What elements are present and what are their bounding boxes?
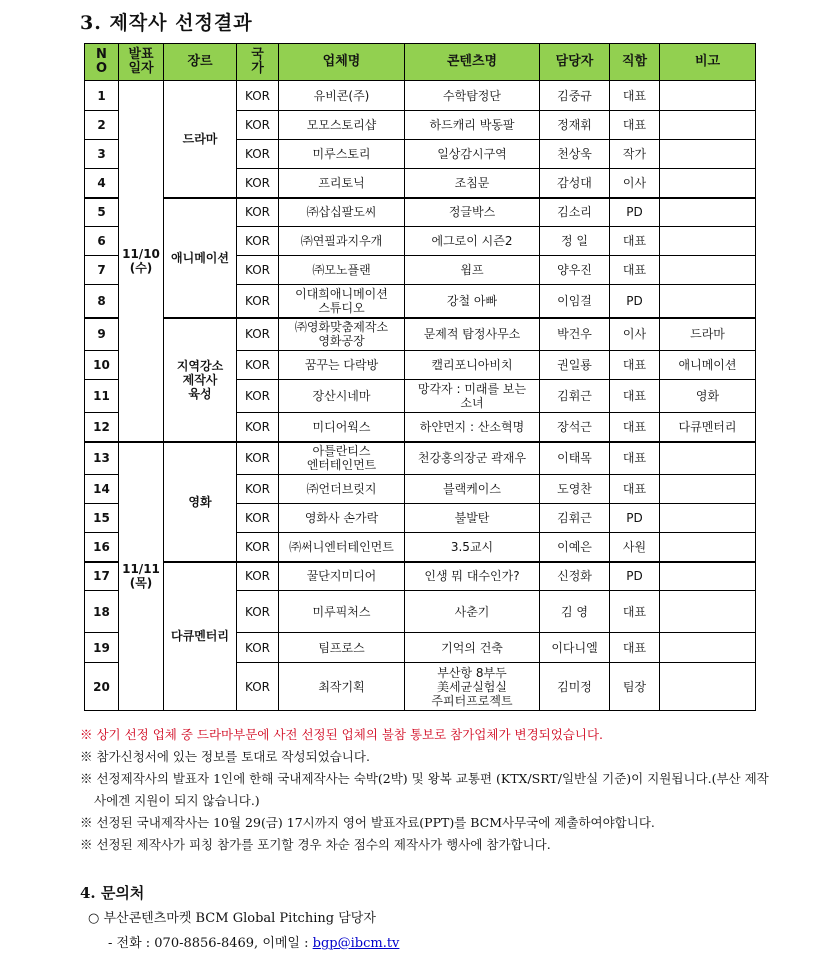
header-company: 업체명 [279,44,405,81]
row-country: KOR [237,533,279,562]
row-note [660,562,756,591]
row-note [660,663,756,711]
row-no: 6 [85,227,119,256]
row-manager: 김미정 [540,663,610,711]
row-note [660,198,756,227]
row-content: 망각자 : 미래를 보는 소녀 [405,380,540,413]
row-no: 2 [85,111,119,140]
row-no: 16 [85,533,119,562]
section-title-selection-results: 3. 제작사 선정결과 [80,12,253,34]
contact-email-link[interactable]: bgp@ibcm.tv [312,936,400,951]
row-manager: 이예은 [540,533,610,562]
row-country: KOR [237,475,279,504]
table-row [85,442,756,475]
row-title: 대표 [610,413,660,442]
row-manager: 도영찬 [540,475,610,504]
row-country: KOR [237,591,279,633]
genre-drama: 드라마 [164,81,237,198]
row-manager: 이다니엘 [540,633,610,663]
row-company: ㈜써니엔터테인먼트 [279,533,405,562]
header-genre: 장르 [164,44,237,81]
row-manager: 김 영 [540,591,610,633]
row-no: 13 [85,442,119,475]
row-company: 꿈꾸는 다락방 [279,351,405,380]
table-row [85,81,756,111]
row-note [660,533,756,562]
row-title: 사원 [610,533,660,562]
row-company: 프리토닉 [279,169,405,198]
row-manager: 양우진 [540,256,610,285]
row-content: 수학탐정단 [405,81,540,111]
row-no: 10 [85,351,119,380]
row-title: 대표 [610,442,660,475]
row-note: 영화 [660,380,756,413]
row-title: 팀장 [610,663,660,711]
row-title: 대표 [610,351,660,380]
row-note [660,442,756,475]
row-no: 4 [85,169,119,198]
row-title: 대표 [610,591,660,633]
date-cell-1111: 11/11 (목) [119,442,164,711]
row-manager: 이임걸 [540,285,610,318]
row-company: 팀프로스 [279,633,405,663]
row-country: KOR [237,256,279,285]
row-note [660,504,756,533]
row-country: KOR [237,111,279,140]
table-row [85,562,756,591]
row-content: 강철 아빠 [405,285,540,318]
row-content: 캘리포니아비치 [405,351,540,380]
row-note [660,227,756,256]
row-no: 8 [85,285,119,318]
row-content: 블랙케이스 [405,475,540,504]
header-manager: 담당자 [540,44,610,81]
header-content: 콘텐츠명 [405,44,540,81]
row-manager: 천상욱 [540,140,610,169]
row-manager: 정 일 [540,227,610,256]
row-title: 이사 [610,318,660,351]
row-country: KOR [237,504,279,533]
row-content: 일상감시구역 [405,140,540,169]
row-country: KOR [237,285,279,318]
contact-phone: - 전화 : 070-8856-8469, 이메일 : [108,936,313,951]
genre-regional: 지역강소 제작사 육성 [164,318,237,442]
row-country: KOR [237,227,279,256]
row-no: 1 [85,81,119,111]
row-country: KOR [237,413,279,442]
header-title: 직함 [610,44,660,81]
row-manager: 감성대 [540,169,610,198]
row-country: KOR [237,169,279,198]
row-note: 다큐멘터리 [660,413,756,442]
row-no: 15 [85,504,119,533]
row-manager: 김소리 [540,198,610,227]
row-no: 3 [85,140,119,169]
row-no: 14 [85,475,119,504]
header-country: 국 가 [237,44,279,81]
row-note: 드라마 [660,318,756,351]
row-no: 17 [85,562,119,591]
note-participant-change: ※ 상기 선정 업체 중 드라마부문에 사전 선정된 업체의 불참 통보로 참가업체가 변경되었습니다. [80,727,604,742]
row-content: 불발탄 [405,504,540,533]
row-content: 하얀먼지 : 산소혁명 [405,413,540,442]
table-row [85,198,756,227]
row-title: PD [610,562,660,591]
row-company: 미루픽처스 [279,591,405,633]
row-title: 대표 [610,111,660,140]
row-manager: 이태목 [540,442,610,475]
row-manager: 박건우 [540,318,610,351]
row-manager: 장석근 [540,413,610,442]
row-country: KOR [237,633,279,663]
row-note [660,633,756,663]
row-no: 9 [85,318,119,351]
row-company: 아틀란티스 엔터테인먼트 [279,442,405,475]
row-content: 윔프 [405,256,540,285]
row-title: PD [610,504,660,533]
row-country: KOR [237,562,279,591]
note-ppt-deadline: ※ 선정된 국내제작사는 10월 29(금) 17시까지 영어 발표자료(PPT)를 BCM사무국에 제출하여야합니다. [80,815,655,830]
row-title: PD [610,285,660,318]
row-title: 대표 [610,227,660,256]
contact-section-title: 4. 문의처 [80,884,145,902]
row-country: KOR [237,318,279,351]
contact-phone-email-line [108,932,399,951]
row-title: 작가 [610,140,660,169]
row-note [660,111,756,140]
table-row [85,318,756,351]
row-note [660,475,756,504]
row-no: 19 [85,633,119,663]
row-country: KOR [237,140,279,169]
row-note [660,256,756,285]
row-content: 인생 뭐 대수인가? [405,562,540,591]
row-manager: 정재휘 [540,111,610,140]
row-title: 대표 [610,81,660,111]
row-company: 유비콘(주) [279,81,405,111]
row-title: 대표 [610,633,660,663]
header-no: N O [85,44,119,81]
row-company: 최작기획 [279,663,405,711]
row-no: 5 [85,198,119,227]
row-company: ㈜삽십팔도씨 [279,198,405,227]
row-title: 대표 [610,256,660,285]
row-content: 사춘기 [405,591,540,633]
row-note [660,140,756,169]
row-title: 이사 [610,169,660,198]
contact-person-line: ○ 부산콘텐츠마켓 BCM Global Pitching 담당자 [88,911,376,926]
header-note: 비고 [660,44,756,81]
row-title: 대표 [610,475,660,504]
header-date: 발표 일자 [119,44,164,81]
row-country: KOR [237,663,279,711]
row-country: KOR [237,81,279,111]
row-no: 12 [85,413,119,442]
note-travel-support: ※ 선정제작사의 발표자 1인에 한해 국내제작사는 숙박(2박) 및 왕복 교통편 (KTX/SRT/일반실 기준)이 지원됩니다.(부산 제작사에겐 지원이 되지 않습니다.) [80,771,769,808]
row-country: KOR [237,351,279,380]
row-company: ㈜모노플랜 [279,256,405,285]
date-cell-1110: 11/10 (수) [119,81,164,442]
row-content: 부산항 8부두 美세균실험실 주피터프로젝트 [405,663,540,711]
row-no: 20 [85,663,119,711]
notes-block [80,724,780,856]
row-title: 대표 [610,380,660,413]
row-company: ㈜언더브릿지 [279,475,405,504]
genre-film: 영화 [164,442,237,562]
table-header-row [85,44,756,81]
row-note [660,285,756,318]
note-source-info: ※ 참가신청서에 있는 정보를 토대로 작성되었습니다. [80,749,370,764]
row-manager: 김중규 [540,81,610,111]
row-content: 천강홍의장군 곽재우 [405,442,540,475]
row-manager: 김휘근 [540,504,610,533]
row-note [660,81,756,111]
row-company: 모모스토리샵 [279,111,405,140]
row-company: 장산시네마 [279,380,405,413]
row-note [660,169,756,198]
row-company: ㈜영화맞춤제작소 영화공장 [279,318,405,351]
note-replacement-policy: ※ 선정된 제작사가 피칭 참가를 포기할 경우 차순 점수의 제작사가 행사에 참가합니다. [80,837,551,852]
row-content: 문제적 탐정사무소 [405,318,540,351]
row-content: 기억의 건축 [405,633,540,663]
row-note: 애니메이션 [660,351,756,380]
row-company: 미루스토리 [279,140,405,169]
row-company: ㈜연필과지우개 [279,227,405,256]
row-note [660,591,756,633]
row-country: KOR [237,380,279,413]
row-manager: 신정화 [540,562,610,591]
row-content: 에그로이 시즌2 [405,227,540,256]
genre-documentary: 다큐멘터리 [164,562,237,711]
row-no: 11 [85,380,119,413]
row-no: 18 [85,591,119,633]
row-country: KOR [237,442,279,475]
row-manager: 김휘근 [540,380,610,413]
row-company: 미디어웍스 [279,413,405,442]
row-company: 꿀단지미디어 [279,562,405,591]
row-content: 3.5교시 [405,533,540,562]
row-manager: 권일룡 [540,351,610,380]
row-company: 영화사 손가락 [279,504,405,533]
genre-animation: 애니메이션 [164,198,237,318]
row-no: 7 [85,256,119,285]
row-company: 이대희애니메이션 스튜디오 [279,285,405,318]
row-content: 정글박스 [405,198,540,227]
row-content: 조침문 [405,169,540,198]
row-content: 하드캐리 박동팔 [405,111,540,140]
row-title: PD [610,198,660,227]
selection-results-table [84,43,756,711]
row-country: KOR [237,198,279,227]
